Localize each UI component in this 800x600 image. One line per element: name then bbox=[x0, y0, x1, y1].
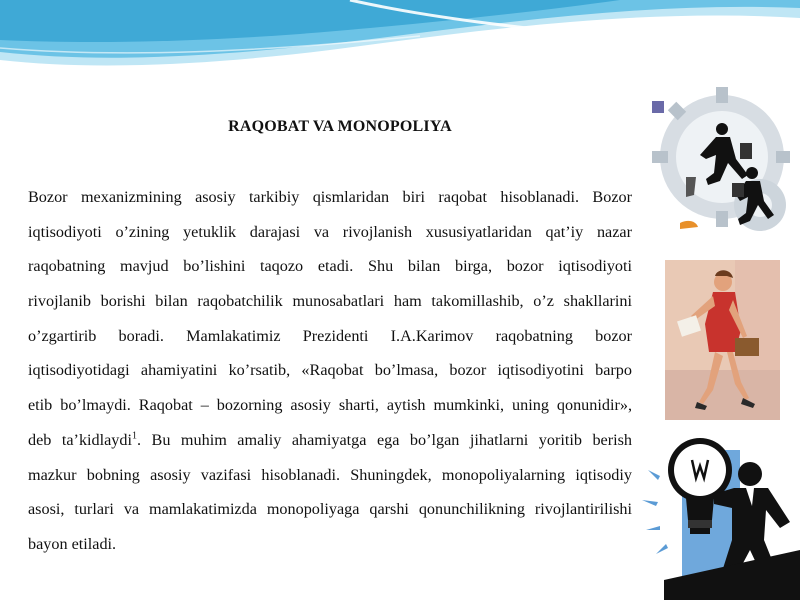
paragraph-line: mazkur bobning asosiy vazifasi hisoblanadi. Shuningdek, monopoliyalarning iqtisodiy bbox=[28, 465, 632, 484]
paragraph-line: bayon etiladi. bbox=[28, 534, 117, 553]
paragraph-line: asosi, turlari va mamlakatimizda monopoliyaga qarshi qonunchilikning rivojlantirilishi bbox=[28, 500, 632, 519]
body-paragraph bbox=[28, 180, 632, 562]
businessman-lightbulb-clipart bbox=[640, 430, 800, 600]
paragraph-text-segment: deb ta’kidlaydi bbox=[28, 430, 132, 449]
running-businessmen-gears-clipart bbox=[650, 85, 790, 245]
paragraph-line: raqobatning mavjud bo’lishini taqozo etadi. Shu bilan birga, bozor iqtisodiyoti bbox=[28, 257, 632, 276]
paragraph-line: iqtisodiyoti o’zining yetuklik darajasi va rivojlanish xususiyatlaridan qat’iy nazar bbox=[28, 222, 632, 241]
woman-with-briefcase-clipart bbox=[665, 260, 780, 420]
slide-title: RAQOBAT VA MONOPOLIYA bbox=[228, 118, 452, 135]
paragraph-line: iqtisodiyotidagi ahamiyatini ko’rsatib, «Raqobat bo’lmasa, bozor iqtisodiyotini barpo bbox=[28, 361, 632, 380]
header-wave-decoration bbox=[0, 0, 800, 95]
paragraph-line: rivojlanib borishi bilan raqobatchilik munosabatlari ham takomillashib, o’z shakllarini bbox=[28, 292, 632, 311]
paragraph-line: Bozor mexanizmining asosiy tarkibiy qismlaridan biri raqobat hisoblanadi. Bozor bbox=[28, 188, 632, 206]
footnote-marker: 1 bbox=[132, 430, 137, 442]
paragraph-line: etib bo’lmaydi. Raqobat – bozorning asosiy sharti, aytish mumkinki, uning qonunidir», bbox=[28, 396, 632, 415]
paragraph-text-segment: . Bu muhim amaliy ahamiyatga ega bo’lgan jihatlarni yoritib berish bbox=[137, 430, 632, 449]
paragraph-line: o’zgartirib boradi. Mamlakatimiz Prezidenti I.A.Karimov raqobatning bozor bbox=[28, 326, 632, 345]
paragraph-line-with-footnote bbox=[28, 423, 632, 458]
